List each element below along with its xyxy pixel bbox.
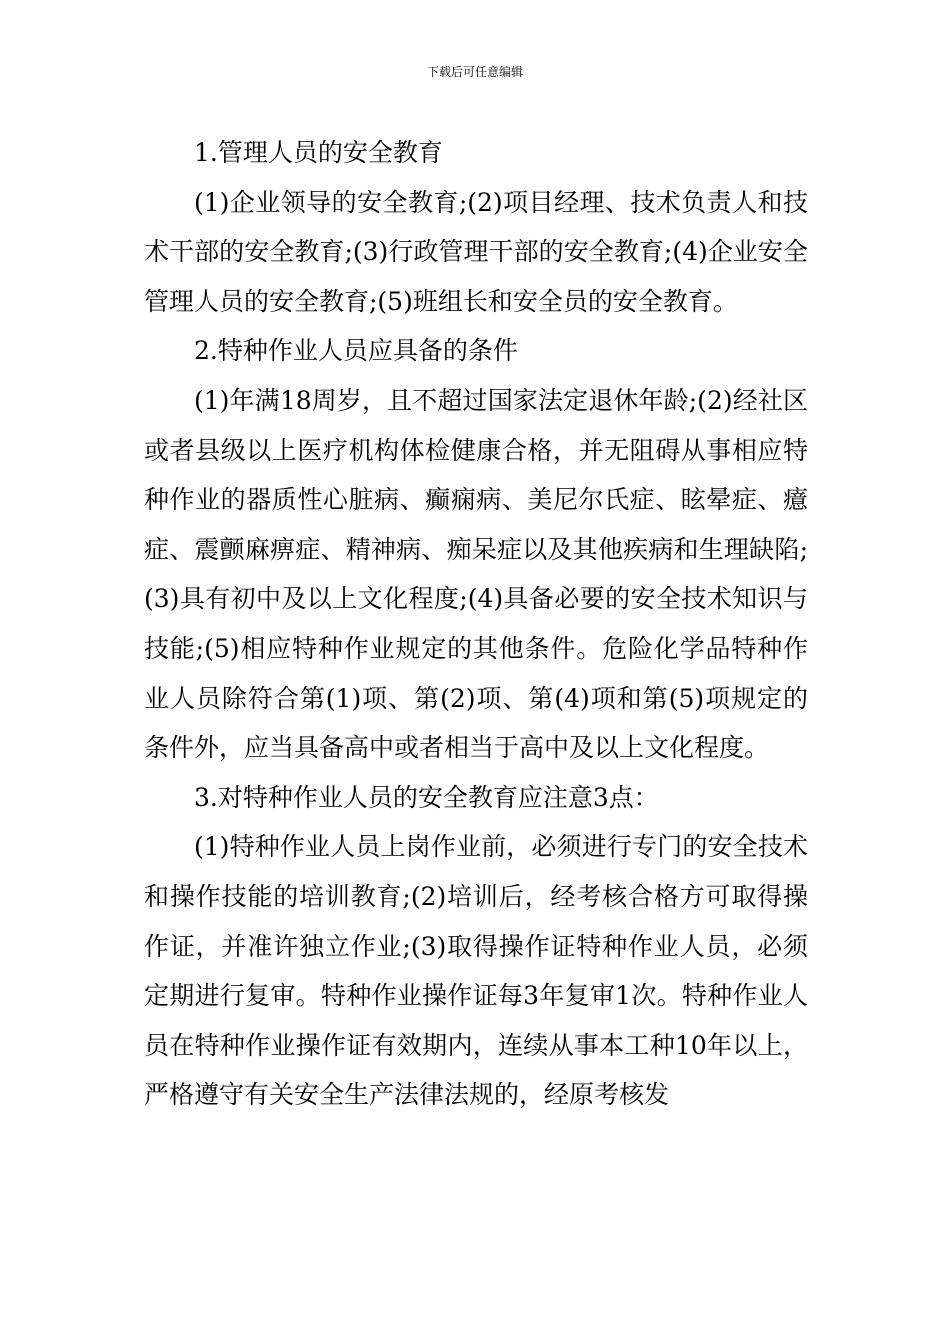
paragraph-management-education: (1)企业领导的安全教育;(2)项目经理、技术负责人和技术干部的安全教育;(3)行政管理干部的安全教育;(4)企业安全管理人员的安全教育;(5)班组长和安全员的安全教育。	[144, 187, 808, 316]
section-heading-1: 1.管理人员的安全教育	[194, 138, 443, 167]
header-note: 下载后可任意编辑	[426, 65, 523, 79]
document-body	[144, 128, 808, 1120]
paragraph-special-worker-conditions: (1)年满18周岁，且不超过国家法定退休年龄;(2)经社区或者县级以上医疗机构体检健康合格，并无阻碍从事相应特种作业的器质性心脏病、癫痫病、美尼尔氏症、眩晕症、癔症、震颤麻痹症、精神病、痴呆症以及其他疾病和生理缺陷;(3)具有初中及以上文化程度;(4)具备必要的安全技术知识与技能;(5)相应特种作业规定的其他条件。危险化学品特种作业人员除符合第(1)项、第(2)项、第(4)项和第(5)项规定的条件外，应当具备高中或者相当于高中及以上文化程度。	[144, 385, 808, 763]
section-heading-3: 3.对特种作业人员的安全教育应注意3点：	[194, 782, 659, 812]
section-heading-2: 2.特种作业人员应具备的条件	[194, 336, 518, 366]
paragraph-special-worker-education: (1)特种作业人员上岗作业前，必须进行专门的安全技术和操作技能的培训教育;(2)培训后，经考核合格方可取得操作证，并准许独立作业;(3)取得操作证特种作业人员，必须定期进行复审。特种作业操作证每3年复审1次。特种作业人员在特种作业操作证有效期内，连续从事本工种10年以上，严格遵守有关安全生产法律法规的，经原考核发	[144, 832, 808, 1110]
